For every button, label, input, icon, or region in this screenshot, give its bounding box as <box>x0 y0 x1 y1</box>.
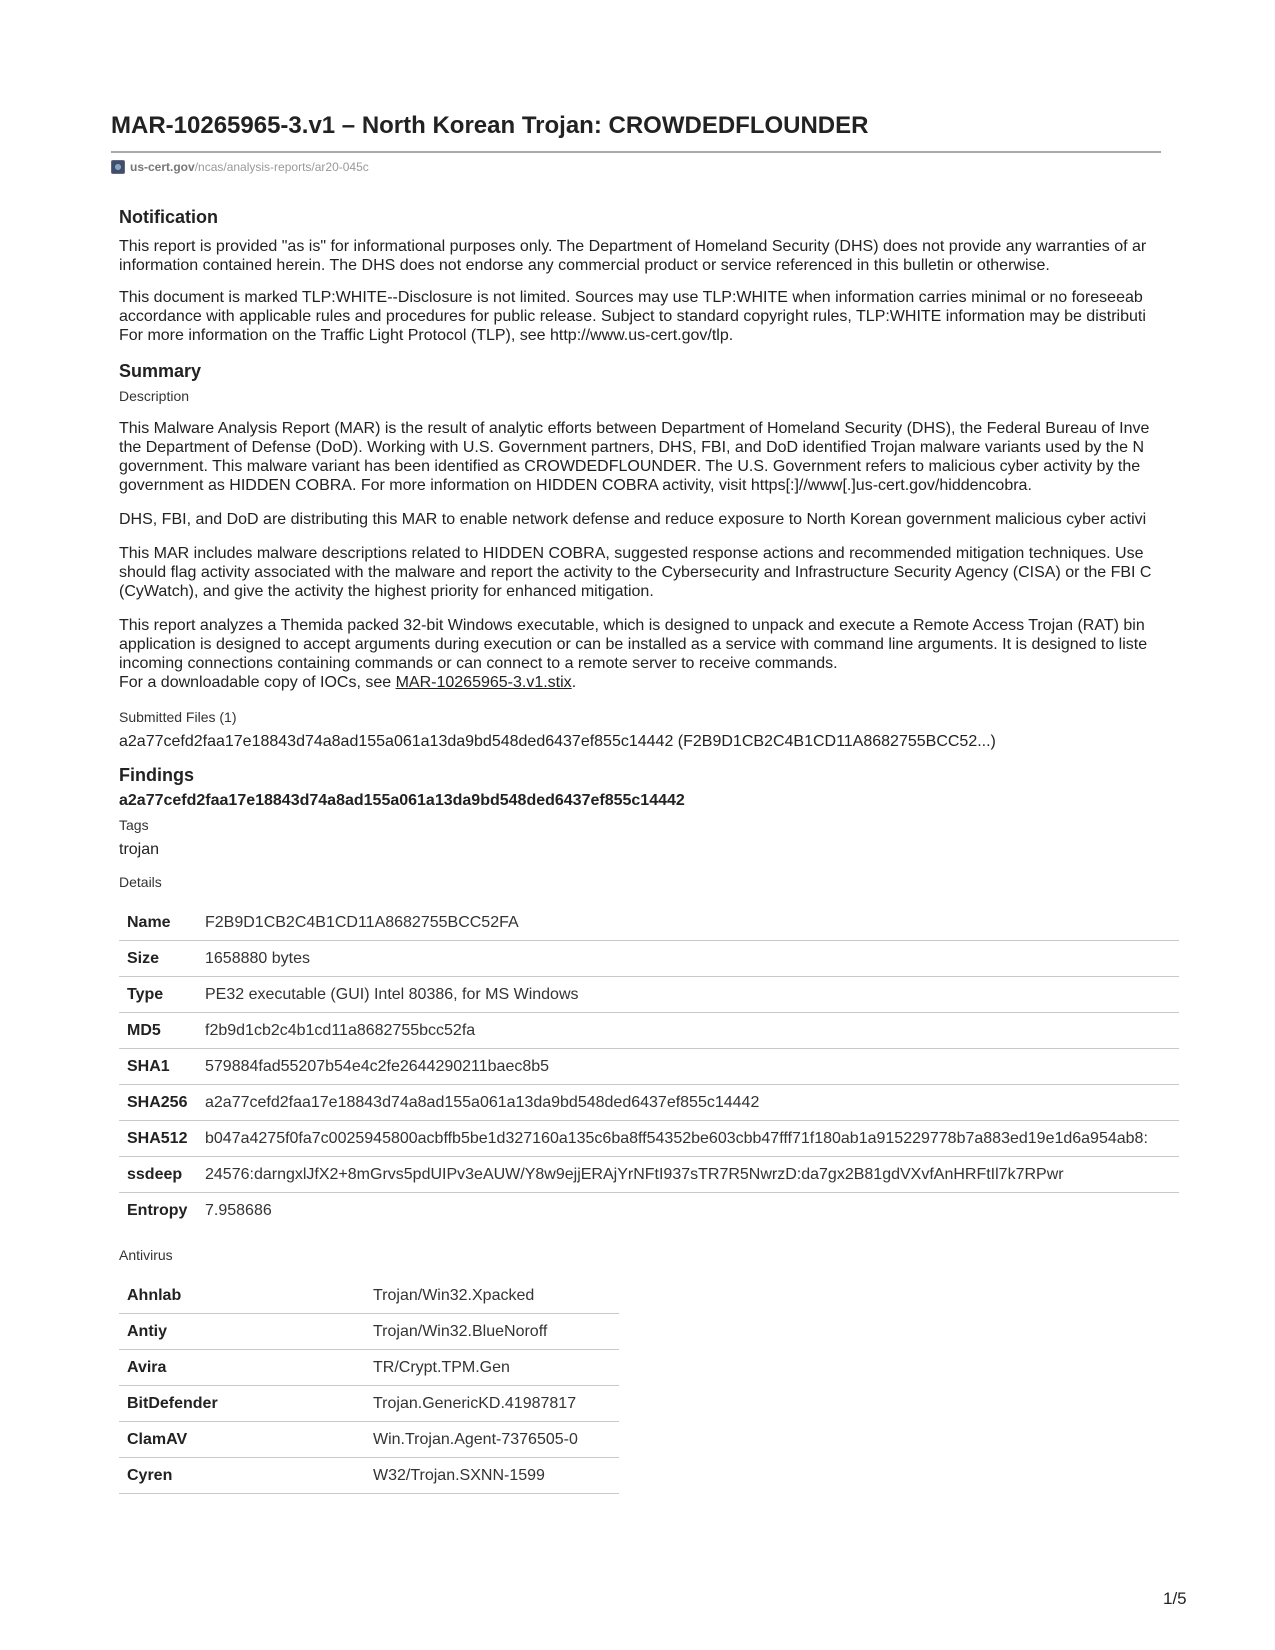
text-line: the Department of Defense (DoD). Working with U.S. Government partners, DHS, FBI, and DoD identified Trojan malware variants used by the N <box>119 439 1145 456</box>
ioc-prefix: For a downloadable copy of IOCs, see <box>119 674 396 691</box>
text-line: This report is provided "as is" for informational purposes only. The Department of Homeland Security (DHS) does not provide any warranties of ar <box>119 238 1147 255</box>
details-row <box>119 1085 1179 1121</box>
detail-value: b047a4275f0fa7c0025945800acbffb5be1d327160a135c6ba8ff54352be603cbb47fff71f180ab1a915229778b7a883ed19e1d6a954ab8: <box>197 1121 1179 1157</box>
antivirus-row <box>119 1350 619 1386</box>
source-url[interactable] <box>111 158 369 176</box>
antivirus-row <box>119 1278 619 1314</box>
detail-value: 7.958686 <box>197 1193 1179 1229</box>
summary-heading: Summary <box>119 361 202 381</box>
source-path: /ncas/analysis-reports/ar20-045c <box>194 160 369 174</box>
antivirus-vendor: Ahnlab <box>127 1286 182 1304</box>
text-line: information contained herein. The DHS does not endorse any commercial product or service referenced in this bulletin or otherwise. <box>119 257 1050 274</box>
notification-paragraph-1 <box>119 237 1179 275</box>
text-line: (CyWatch), and give the activity the highest priority for enhanced mitigation. <box>119 583 654 600</box>
ioc-download-link[interactable]: MAR-10265965-3.v1.stix <box>395 674 572 691</box>
detail-value: PE32 executable (GUI) Intel 80386, for MS Windows <box>197 977 1179 1013</box>
antivirus-table <box>119 1278 619 1494</box>
text-line: application is designed to accept arguments during execution or can be installed as a service with command line arguments. It is designed to liste <box>119 636 1148 653</box>
text-line: This report analyzes a Themida packed 32-bit Windows executable, which is designed to unpack and execute a Remote Access Trojan (RAT) bin <box>119 617 1145 634</box>
text-line: should flag activity associated with the malware and report the activity to the Cybersecurity and Infrastructure Security Agency (CISA) or the FBI C <box>119 564 1152 581</box>
antivirus-vendor: Antiy <box>119 1314 365 1350</box>
submitted-files-label: Submitted Files (1) <box>119 709 237 725</box>
summary-paragraph-2 <box>119 510 1179 529</box>
site-favicon-icon <box>111 160 125 174</box>
detail-value: 24576:darngxlJfX2+8mGrvs5pdUIPv3eAUW/Y8w9ejjERAjYrNFtI937sTR7R5NwrzD:da7gx2B81gdVXvfAnHRFtIl7k7RPwr <box>197 1157 1179 1193</box>
antivirus-row <box>119 1422 619 1458</box>
page-number: 1/5 <box>1163 1589 1187 1608</box>
ioc-line <box>119 673 1179 692</box>
details-row <box>119 905 1179 941</box>
details-label: Details <box>119 874 162 890</box>
antivirus-detection: Trojan/Win32.BlueNoroff <box>365 1314 619 1350</box>
antivirus-row <box>119 1458 619 1494</box>
antivirus-detection: W32/Trojan.SXNN-1599 <box>365 1458 619 1494</box>
details-row <box>119 1049 1179 1085</box>
detail-key: SHA512 <box>119 1121 197 1157</box>
text-line: DHS, FBI, and DoD are distributing this MAR to enable network defense and reduce exposure to North Korean government malicious cyber activi <box>119 511 1147 528</box>
notification-paragraph-2 <box>119 288 1179 345</box>
details-row <box>119 1157 1179 1193</box>
text-line: government as HIDDEN COBRA. For more information on HIDDEN COBRA activity, visit https[:]//www[.]us-cert.gov/hiddencobra. <box>119 477 1032 494</box>
antivirus-detection: Trojan.GenericKD.41987817 <box>365 1386 619 1422</box>
source-domain: us-cert.gov <box>130 160 195 174</box>
detail-key: Entropy <box>119 1193 197 1229</box>
antivirus-label: Antivirus <box>119 1247 173 1263</box>
submitted-file-entry[interactable]: a2a77cefd2faa17e18843d74a8ad155a061a13da9bd548ded6437ef855c14442 (F2B9D1CB2C4B1CD11A8682755BCC52...) <box>119 733 996 750</box>
text-line: incoming connections containing commands or can connect to a remote server to receive commands. <box>119 655 838 672</box>
text-line: government. This malware variant has been identified as CROWDEDFLOUNDER. The U.S. Government refers to malicious cyber activity by the <box>119 458 1141 475</box>
tags-label: Tags <box>119 817 149 833</box>
notification-heading: Notification <box>119 207 218 227</box>
antivirus-vendor: Avira <box>119 1350 365 1386</box>
detail-key: MD5 <box>119 1013 197 1049</box>
detail-key: SHA1 <box>119 1049 197 1085</box>
text-line: For more information on the Traffic Light Protocol (TLP), see http://www.us-cert.gov/tlp. <box>119 327 734 344</box>
antivirus-vendor: BitDefender <box>119 1386 365 1422</box>
antivirus-detection: TR/Crypt.TPM.Gen <box>365 1350 619 1386</box>
ioc-suffix: . <box>571 674 577 691</box>
summary-paragraph-3 <box>119 544 1179 601</box>
antivirus-vendor: Cyren <box>119 1458 365 1494</box>
detail-value: a2a77cefd2faa17e18843d74a8ad155a061a13da9bd548ded6437ef855c14442 <box>197 1085 1179 1121</box>
details-row <box>119 1193 1179 1229</box>
antivirus-detection: Trojan/Win32.Xpacked <box>373 1286 535 1304</box>
detail-value: f2b9d1cb2c4b1cd11a8682755bcc52fa <box>197 1013 1179 1049</box>
details-row <box>119 1013 1179 1049</box>
detail-key: SHA256 <box>119 1085 197 1121</box>
description-label: Description <box>119 388 190 404</box>
detail-value: 579884fad55207b54e4c2fe2644290211baec8b5 <box>197 1049 1179 1085</box>
summary-paragraph-4 <box>119 616 1179 692</box>
text-line: This Malware Analysis Report (MAR) is the result of analytic efforts between Department of Homeland Security (DHS), the Federal Bureau of Inve <box>119 420 1150 437</box>
detail-value: F2B9D1CB2C4B1CD11A8682755BCC52FA <box>205 913 519 931</box>
details-row <box>119 1121 1179 1157</box>
antivirus-row <box>119 1314 619 1350</box>
details-table <box>119 905 1179 1228</box>
detail-key: ssdeep <box>119 1157 197 1193</box>
page-title: MAR-10265965-3.v1 – North Korean Trojan: CROWDEDFLOUNDER <box>111 112 869 139</box>
findings-heading: Findings <box>119 765 194 785</box>
text-line: This document is marked TLP:WHITE--Disclosure is not limited. Sources may use TLP:WHITE when information carries minimal or no foreseeab <box>119 289 1143 306</box>
title-divider <box>111 151 1161 153</box>
detail-value: 1658880 bytes <box>197 941 1179 977</box>
detail-key: Name <box>127 913 171 931</box>
text-line: accordance with applicable rules and procedures for public release. Subject to standard copyright rules, TLP:WHITE information may be distributi <box>119 308 1146 325</box>
details-row <box>119 977 1179 1013</box>
findings-file-hash: a2a77cefd2faa17e18843d74a8ad155a061a13da9bd548ded6437ef855c14442 <box>119 792 685 809</box>
antivirus-detection: Win.Trojan.Agent-7376505-0 <box>365 1422 619 1458</box>
report-content <box>119 205 1179 1494</box>
details-row <box>119 941 1179 977</box>
tag-value: trojan <box>119 841 160 858</box>
summary-paragraph-1 <box>119 419 1179 495</box>
text-line: This MAR includes malware descriptions related to HIDDEN COBRA, suggested response actions and recommended mitigation techniques. Use <box>119 545 1144 562</box>
antivirus-row <box>119 1386 619 1422</box>
detail-key: Type <box>119 977 197 1013</box>
detail-key: Size <box>119 941 197 977</box>
antivirus-vendor: ClamAV <box>119 1422 365 1458</box>
